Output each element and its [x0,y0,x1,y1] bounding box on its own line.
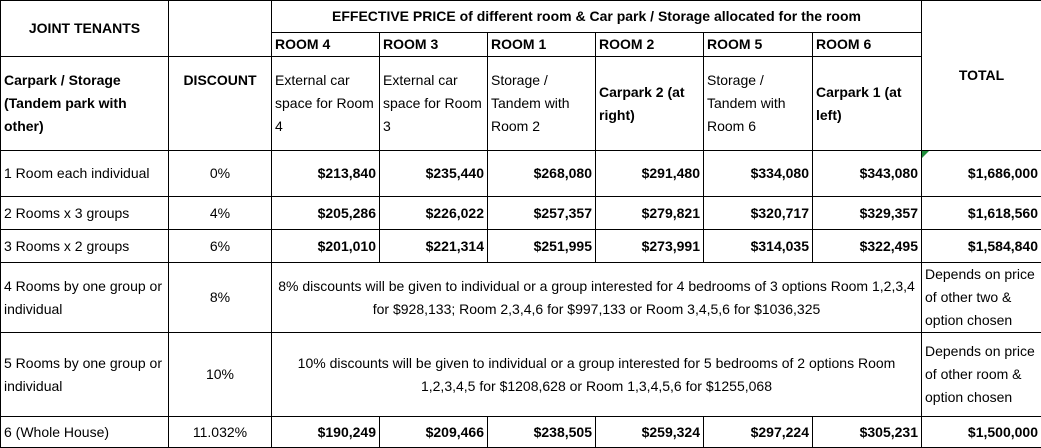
price-cell: $257,357 [488,197,596,230]
row-label: 5 Rooms by one group or individual [1,333,169,417]
table-row [1,417,1041,448]
room-header: ROOM 3 [380,33,488,57]
price-cell: $205,286 [272,197,380,230]
total-note: Depends on price of other room & option chosen [922,333,1041,417]
row-label: 3 Rooms x 2 groups [1,230,169,263]
price-cell: $273,991 [596,230,704,263]
carpark-storage-header: Carpark / Storage (Tandem park with other) [1,57,169,151]
blank-header-cell [169,1,272,57]
price-cell: $238,505 [488,417,596,448]
price-cell: $314,035 [704,230,813,263]
discount-value: 4% [169,197,272,230]
price-cell: $297,224 [704,417,813,448]
effective-price-header: EFFECTIVE PRICE of different room & Car park / Storage allocated for the room [272,1,922,33]
price-cell: $329,357 [813,197,922,230]
total-cell: $1,618,560 [922,197,1041,230]
joint-tenants-header: JOINT TENANTS [1,1,169,57]
price-cell: $201,010 [272,230,380,263]
price-cell: $343,080 [813,151,922,197]
table-row [1,151,1041,197]
table-row [1,197,1041,230]
table-row [1,333,1041,417]
room-carpark-desc: Carpark 2 (at right) [596,57,704,151]
price-cell: $334,080 [704,151,813,197]
discount-note: 8% discounts will be given to individual or a group interested for 4 bedrooms of 3 options Room 1,2,3,4 for $928,133; Room 2,3,4,6 for $997,133 or Room 3,4,5,6 for $1036,325 [272,263,922,333]
room-carpark-desc: Carpark 1 (at left) [813,57,922,151]
room-header: ROOM 2 [596,33,704,57]
room-carpark-desc: External car space for Room 3 [380,57,488,151]
discount-value: 6% [169,230,272,263]
price-cell: $209,466 [380,417,488,448]
price-cell: $259,324 [596,417,704,448]
table-row [1,230,1041,263]
table-row [1,263,1041,333]
price-cell: $322,495 [813,230,922,263]
room-header: ROOM 1 [488,33,596,57]
row-label: 2 Rooms x 3 groups [1,197,169,230]
room-header: ROOM 4 [272,33,380,57]
price-cell: $279,821 [596,197,704,230]
discount-note: 10% discounts will be given to individual or a group interested for 5 bedrooms of 2 options Room 1,2,3,4,5 for $1208,628 or Room 1,3,4,5,6 for $1255,068 [272,333,922,417]
price-cell: $305,231 [813,417,922,448]
price-cell: $251,995 [488,230,596,263]
price-cell: $235,440 [380,151,488,197]
row-label: 1 Room each individual [1,151,169,197]
room-carpark-desc: Storage / Tandem with Room 2 [488,57,596,151]
discount-header: DISCOUNT [169,57,272,151]
room-carpark-desc: External car space for Room 4 [272,57,380,151]
price-cell: $226,022 [380,197,488,230]
total-cell: $1,584,840 [922,230,1041,263]
price-cell: $291,480 [596,151,704,197]
total-header: TOTAL [922,1,1041,151]
discount-value: 8% [169,263,272,333]
room-carpark-desc: Storage / Tandem with Room 6 [704,57,813,151]
discount-value: 11.032% [169,417,272,448]
total-cell: $1,686,000 [922,151,1041,197]
total-note: Depends on price of other two & option chosen [922,263,1041,333]
price-cell: $190,249 [272,417,380,448]
price-cell: $221,314 [380,230,488,263]
row-label: 4 Rooms by one group or individual [1,263,169,333]
room-header: ROOM 5 [704,33,813,57]
discount-value: 0% [169,151,272,197]
price-cell: $268,080 [488,151,596,197]
total-cell: $1,500,000 [922,417,1041,448]
room-header: ROOM 6 [813,33,922,57]
discount-value: 10% [169,333,272,417]
price-cell: $213,840 [272,151,380,197]
row-label: 6 (Whole House) [1,417,169,448]
price-cell: $320,717 [704,197,813,230]
